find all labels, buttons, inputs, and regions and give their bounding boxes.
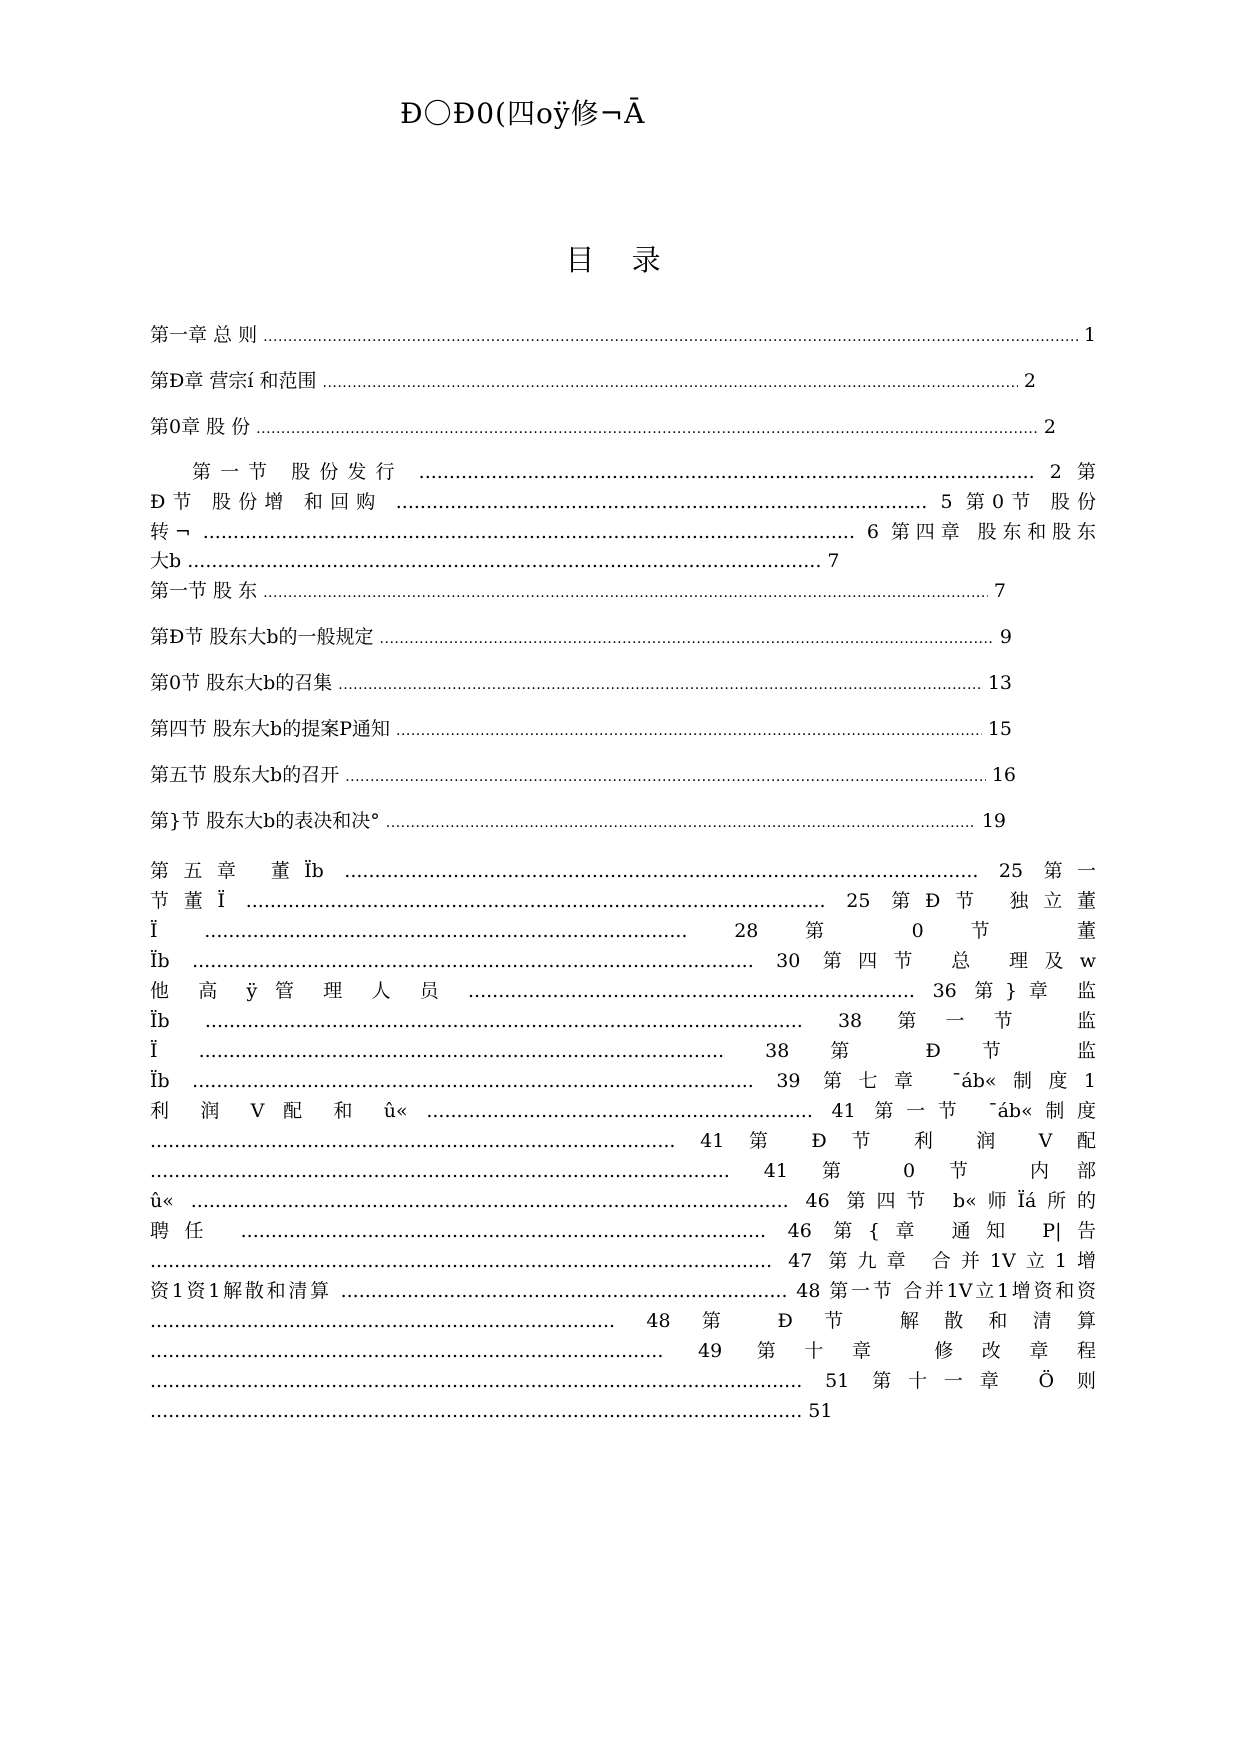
toc-entry[interactable] <box>150 369 1036 395</box>
toc-line: ....................................................................................................... 47 第九章 合并1V立1增 <box>150 1250 1096 1272</box>
toc-leader <box>256 417 1038 441</box>
toc-leader <box>380 627 994 651</box>
toc-line: 转¬ ............................................................................................................ 6 第四章 股东和股东 <box>150 521 1096 543</box>
toc-leader <box>396 719 982 743</box>
toc-entry[interactable] <box>150 809 1006 835</box>
toc-leader <box>263 581 988 605</box>
toc-title: 目 录 <box>565 243 675 277</box>
toc-leader <box>386 811 976 835</box>
toc-line: ............................................................................................................ 51 <box>150 1400 833 1422</box>
toc-line: ..................................................................................... 49 第十章 修改章程 <box>150 1340 1096 1362</box>
toc-entry[interactable] <box>150 625 1012 651</box>
toc-entry-label: 第0章 股 份 <box>150 416 251 438</box>
toc-line: 第一节 股份发行 ...................................................................................................... 2 第 <box>192 461 1096 483</box>
toc-line: Ð节 股份增 和回购 ........................................................................................ 5 第0节 股份 <box>150 491 1096 513</box>
toc-entry[interactable] <box>150 717 1012 743</box>
toc-line: ................................................................................................ 41 第 0 节 内部 <box>150 1160 1096 1182</box>
document-header: Ð〇Ð0(四oÿ修¬Ā <box>400 97 646 130</box>
toc-entry-page: 2 <box>1023 370 1036 392</box>
toc-entry-label: 第Ð节 股东大b的一般规定 <box>150 626 374 648</box>
toc-line: Ï ................................................................................ 28 第 0 节 董 <box>150 920 1096 942</box>
toc-line: 资1资1解散和清算 .......................................................................... 48 第一节 合并1V立1增资和资 <box>150 1280 1096 1302</box>
toc-line: ............................................................................. 48 第 Ð 节 解散和清算 <box>150 1310 1096 1332</box>
toc-line: ....................................................................................... 41 第 Ð 节 利 润 V 配 <box>150 1130 1096 1152</box>
toc-line: 第五章 董Ïb ......................................................................................................... 25 第一 <box>150 860 1096 882</box>
toc-entry-page: 1 <box>1083 324 1096 346</box>
toc-leader <box>345 765 986 789</box>
toc-entry-label: 第一节 股 东 <box>150 580 258 602</box>
toc-entry[interactable] <box>150 671 1012 697</box>
toc-line: 他 高 ÿ 管 理 人 员 .......................................................................... 36 第}章 监 <box>150 980 1096 1002</box>
toc-leader <box>263 325 1078 349</box>
toc-entry-label: 第四节 股东大b的提案P通知 <box>150 718 390 740</box>
toc-line: Ïb ............................................................................................. 39 第七章 ¯áb«制度1 <box>150 1070 1096 1092</box>
toc-entry[interactable] <box>150 415 1056 441</box>
toc-line: ............................................................................................................ 51 第十一章 Ö 则 <box>150 1370 1096 1392</box>
toc-line: 聘任 ....................................................................................... 46 第{章 通知 P|告 <box>150 1220 1096 1242</box>
toc-entry[interactable] <box>150 763 1016 789</box>
toc-line: Ïb ............................................................................................. 30 第四节 总 理及w <box>150 950 1096 972</box>
toc-line: 大b ......................................................................................................... 7 <box>150 550 840 572</box>
toc-leader <box>323 371 1018 395</box>
toc-entry[interactable] <box>150 579 1006 605</box>
toc-line: Ï ....................................................................................... 38 第 Ð 节 监 <box>150 1040 1096 1062</box>
toc-entry[interactable] <box>150 323 1096 349</box>
toc-entry-label: 第一章 总 则 <box>150 324 258 346</box>
toc-line: û« ................................................................................................... 46 第四节 b«师Ïá所的 <box>150 1190 1096 1212</box>
toc-leader <box>338 673 982 697</box>
toc-entry-page: 9 <box>999 626 1012 648</box>
toc-line: 利 润 V 配 和 û« ................................................................ 41 第一节 ¯áb«制度 <box>150 1100 1096 1122</box>
toc-entry-page: 16 <box>991 764 1016 786</box>
toc-entry-page: 13 <box>987 672 1012 694</box>
toc-line: Ïb ................................................................................................... 38 第一节 监 <box>150 1010 1096 1032</box>
toc-entry-page: 19 <box>981 810 1006 832</box>
toc-entry-label: 第五节 股东大b的召开 <box>150 764 340 786</box>
toc-entry-page: 2 <box>1043 416 1056 438</box>
toc-entry-page: 15 <box>987 718 1012 740</box>
toc-entry-label: 第}节 股东大b的表决和决° <box>150 810 380 832</box>
toc-entry-label: 第Ð章 营宗í 和范围 <box>150 370 317 392</box>
toc-entry-label: 第0节 股东大b的召集 <box>150 672 333 694</box>
toc-line: 节董Ï ................................................................................................ 25 第Ð节 独立董 <box>150 890 1096 912</box>
toc-entry-page: 7 <box>993 580 1006 602</box>
